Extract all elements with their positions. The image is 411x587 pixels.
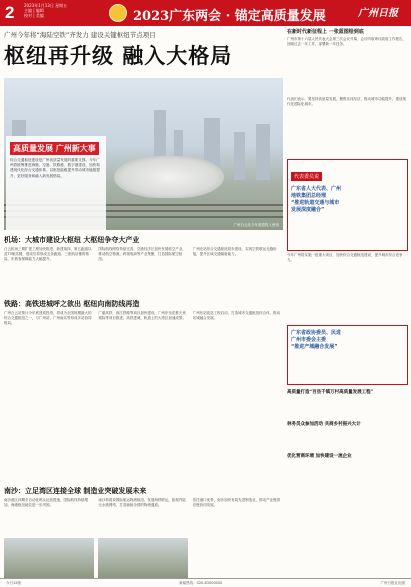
section-rail bbox=[4, 299, 283, 493]
article-column: 白云机场三期扩建工程加快推进，新建第四、第五跑道以及T3航站楼，建成后将形成五条跑道、三座航站楼的格局，年旅客保障能力大幅提升。 bbox=[4, 247, 92, 261]
crane-photo bbox=[98, 538, 188, 578]
meta-line: 主编 | 编辑 bbox=[24, 8, 44, 13]
delegate-label: 代表委员说 bbox=[291, 172, 322, 181]
delegate-box bbox=[287, 159, 408, 251]
delegate-line: 广东省政协委员、民进 bbox=[291, 330, 342, 336]
delegate-line: 广州市委会主委 bbox=[291, 337, 327, 343]
meta-line: 校对 | 美编 bbox=[24, 13, 44, 18]
photo-caption: 广州白云站今年底将投入使用 bbox=[233, 223, 279, 227]
header-meta bbox=[24, 3, 67, 18]
right-headline: 在新时代新征程上 一张蓝图绘到底 bbox=[287, 29, 364, 35]
article-column: 广州东站改造工程启动，打造城市交通枢纽综合体，推动站城融合发展。 bbox=[192, 311, 281, 320]
section-nansha bbox=[4, 486, 283, 578]
delegate-line: 地铁集团总经理 bbox=[291, 193, 327, 199]
article-column: 国际航线网络持续完善，空港经济区加快发展临空产业，推动航空物流、跨境电商等产业集聚，打造国际航空枢纽。 bbox=[98, 247, 186, 261]
port-photo bbox=[4, 538, 94, 578]
right-subhead: 林务员众参加活动 共商乡村振兴大计 bbox=[287, 422, 361, 427]
right-paragraph: 广州市第十六届人民代表大会第三次会议开幕，会议听取审议政府工作报告，回顾过去一年工作，部署新一年任务。 bbox=[287, 37, 406, 46]
left-column bbox=[4, 28, 283, 507]
right-paragraph: 代表们表示，要坚持高质量发展，聚焦实体经济，推动城市功能提升，建设现代化国际化城市。 bbox=[287, 97, 406, 106]
footer-text: 新闻热线：020-83000000 bbox=[179, 581, 223, 585]
sidebar-tag: 高质量发展 广州新大事 bbox=[10, 142, 99, 155]
lead-kicker: 广州今年将“海陆空铁”齐发力 建设关键枢纽节点项目 bbox=[4, 31, 156, 39]
article-column: 广州北站综合交通枢纽同步建设，实现空铁联运无缝衔接，提升区域交通辐射能力。 bbox=[192, 247, 277, 256]
section-title: 2023广东两会 · 锚定高质量发展 bbox=[133, 9, 326, 24]
meta-line: 2023年1月13日 星期五 bbox=[24, 3, 68, 8]
hero-photo bbox=[4, 78, 283, 230]
delegate-line: 发展深度融合” bbox=[291, 207, 325, 213]
masthead-bar bbox=[0, 0, 411, 26]
page-number: 2 bbox=[5, 3, 15, 22]
article-column: 广州白云站预计今年底建成投用，将成为全国规模最大的综合交通枢纽之一，与广州站、广州南站等形成多站协同格局。 bbox=[4, 311, 92, 325]
emblem-icon bbox=[109, 4, 127, 22]
footer-text: 广州日报社出版 bbox=[380, 581, 405, 585]
newspaper-logo: 广州日报 bbox=[358, 8, 398, 19]
sidebar-text: 综合交通枢纽建设是广州高质量发展的重要支撑。今年广州将统筹推进海港、空港、铁路港、数字港建设，加快构建现代化综合交通体系，以枢纽能级提升带动城市能级提升，更好服务和融入新发展格局。 bbox=[10, 158, 100, 178]
article-column: 南沙港区四期全自动化码头运营提速，国际航线持续增加，海港枢纽地位进一步巩固。 bbox=[4, 498, 88, 507]
delegate-line: 广东省人大代表、广州 bbox=[291, 186, 342, 192]
right-subhead: 高质量打造“百县千镇万村高质量发展工程” bbox=[287, 390, 374, 395]
lead-headline: 枢纽再升级 融入大格局 bbox=[4, 43, 233, 68]
page-footer bbox=[0, 578, 411, 587]
section-heading: 南沙：立足湾区连接全球 制造业突破发展未来 bbox=[4, 486, 147, 495]
station-roof bbox=[114, 156, 224, 198]
section-heading: 铁路：高铁进城呼之欲出 枢纽向南防线再造 bbox=[4, 299, 140, 308]
article-column: 广湛高铁、深江铁路等项目加快建设，广州东至花都天贵城际等项目推进，高铁进城、轨道上的大湾区加速成型。 bbox=[98, 311, 186, 320]
lead-sidebar bbox=[6, 136, 106, 230]
section-airport bbox=[4, 235, 283, 305]
footer-text: 今日12版 bbox=[6, 581, 21, 585]
delegate-line: “推进轨道交通与城市 bbox=[291, 200, 340, 206]
section-heading: 机场：大城市建设大枢纽 大枢纽争夺大产业 bbox=[4, 235, 140, 244]
right-subhead: 优化营商环境 加快建设一流企业 bbox=[287, 454, 352, 459]
article-column: 南沙将建设国际航运物流枢纽，发展海铁联运，拓展内陆无水港网络，打造辐射全国的物流通道。 bbox=[98, 498, 186, 507]
delegate-box-2 bbox=[287, 325, 408, 385]
delegate-line: “推进产城融合发展” bbox=[291, 344, 338, 350]
article-column: 依托港口优势，南沙加快布局先进制造业，推动产业链供应链协同发展。 bbox=[192, 498, 281, 507]
right-column bbox=[287, 28, 408, 459]
right-paragraph: 今年广州将实施一批重大项目，加快综合交通枢纽建设，提升城市综合竞争力。 bbox=[287, 253, 403, 262]
